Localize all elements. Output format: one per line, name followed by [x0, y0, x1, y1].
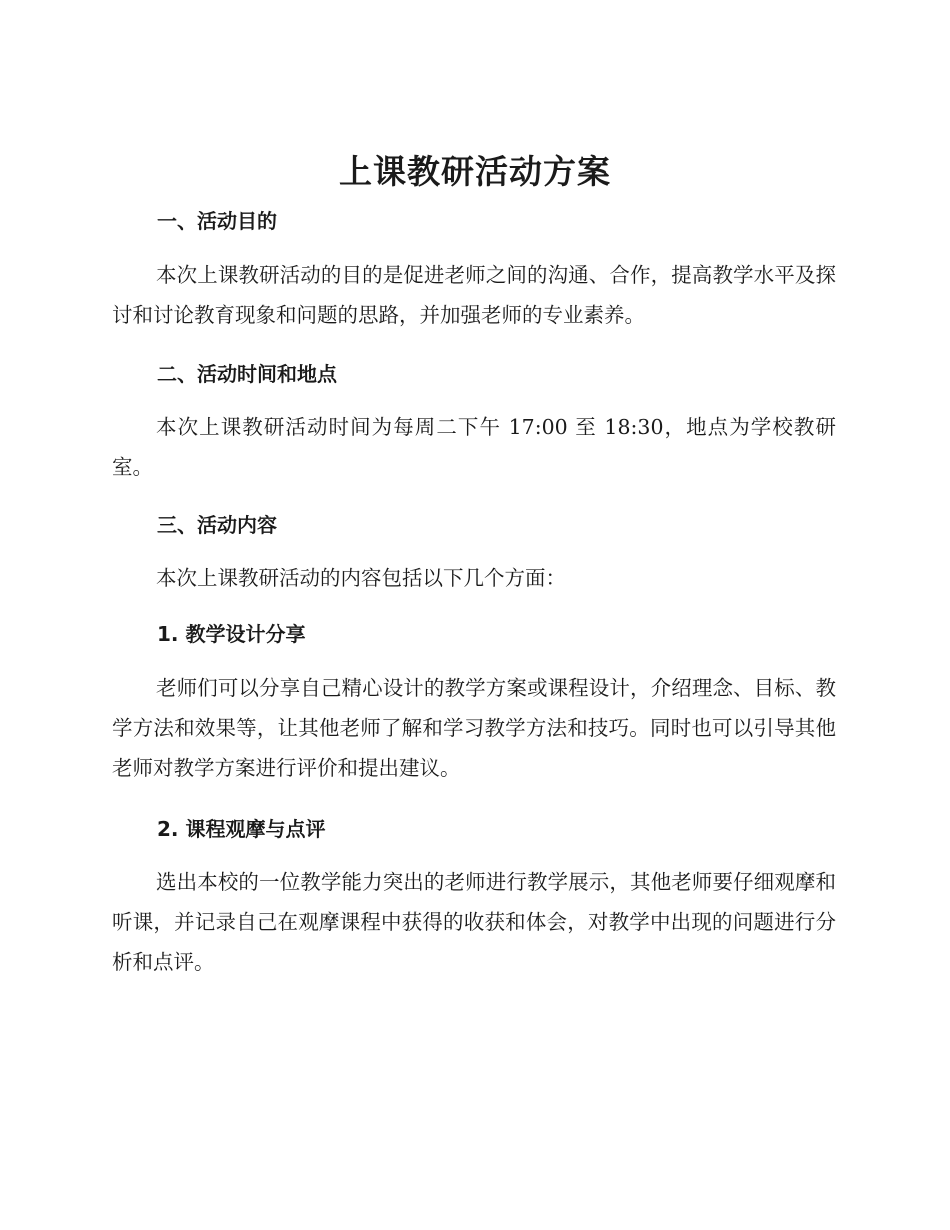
- section-heading-observation: 2. 课程观摩与点评: [157, 817, 326, 841]
- section-paragraph-content: 本次上课教研活动的内容包括以下几个方面：: [156, 566, 566, 590]
- document-title: 上课教研活动方案: [339, 152, 611, 191]
- section-heading-purpose: 一、活动目的: [157, 209, 277, 233]
- section-paragraph-design-sharing: 老师们可以分享自己精心设计的教学方案或课程设计，介绍理念、目标、教学方法和效果等，让其他老师了解和学习教学方法和技巧。同时也可以引导其他老师对教学方案进行评价和提出建议。: [112, 676, 836, 780]
- section-heading-time-place: 二、活动时间和地点: [157, 362, 337, 386]
- section-paragraph-time-place: 本次上课教研活动时间为每周二下午 17:00 至 18:30，地点为学校教研室。: [112, 415, 836, 479]
- section-paragraph-purpose: 本次上课教研活动的目的是促进老师之间的沟通、合作，提高教学水平及探讨和讨论教育现象和问题的思路，并加强老师的专业素养。: [112, 263, 836, 327]
- section-heading-design-sharing: 1. 教学设计分享: [157, 622, 306, 646]
- section-paragraph-observation: 选出本校的一位教学能力突出的老师进行教学展示，其他老师要仔细观摩和听课，并记录自己在观摩课程中获得的收获和体会，对教学中出现的问题进行分析和点评。: [112, 870, 836, 974]
- section-heading-content: 三、活动内容: [157, 513, 277, 537]
